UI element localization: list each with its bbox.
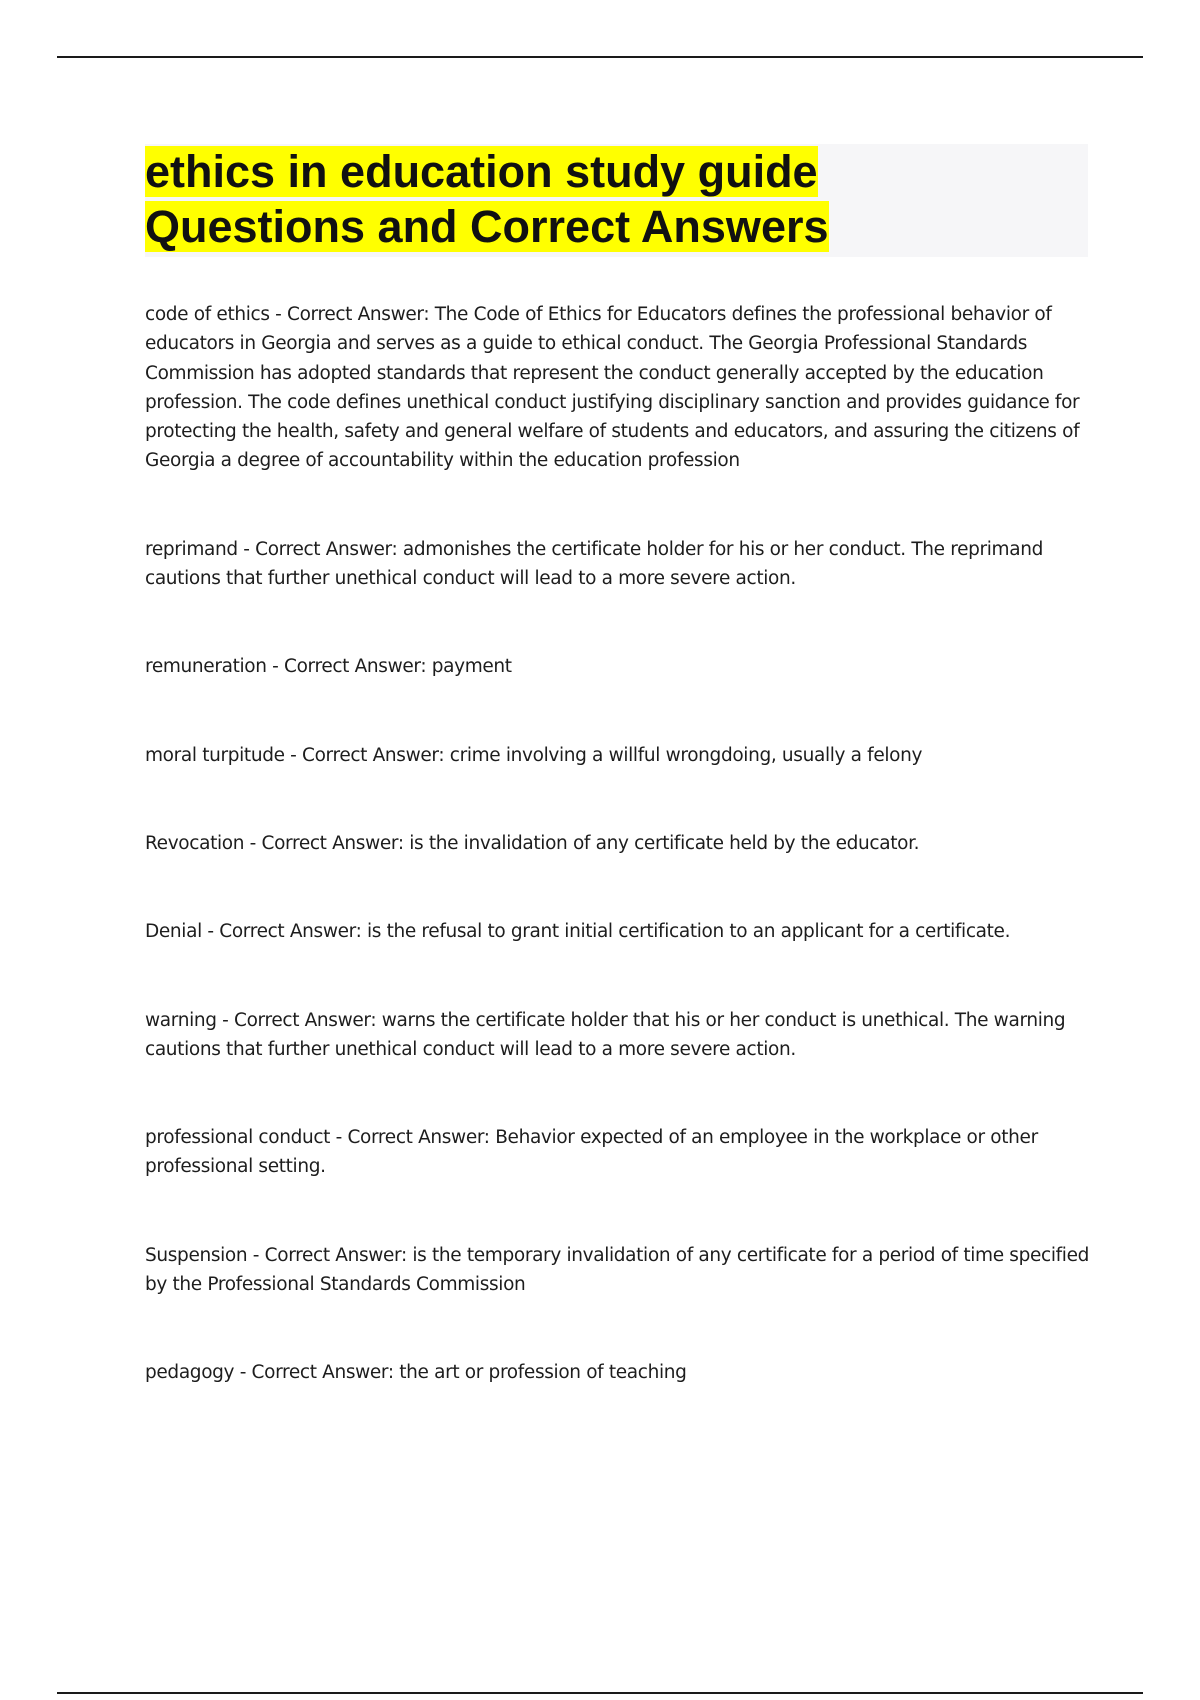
qa-item-denial: Denial - Correct Answer: is the refusal to grant initial certification to an applicant for a certificate. <box>145 921 1011 943</box>
document-title <box>145 144 1088 254</box>
qa-item-revocation: Revocation - Correct Answer: is the invalidation of any certificate held by the educator. <box>145 832 920 854</box>
title-line-1: ethics in education study guide <box>145 146 818 197</box>
qa-item-warning: warning - Correct Answer: warns the certificate holder that his or her conduct is unethical. The warning cautions that further unethical conduct will lead to a more severe action. <box>145 1009 1066 1060</box>
qa-item-remuneration: remuneration - Correct Answer: payment <box>145 656 512 678</box>
qa-item-reprimand: reprimand - Correct Answer: admonishes the certificate holder for his or her conduct. The reprimand cautions that further unethical conduct will lead to a more severe action. <box>145 538 1043 590</box>
page-top-rule <box>57 56 1143 58</box>
qa-item-suspension: Suspension - Correct Answer: is the temporary invalidation of any certificate for a period of time specified by the Professional Standards Commission <box>145 1244 1089 1296</box>
qa-item-code-of-ethics: code of ethics - Correct Answer: The Code of Ethics for Educators defines the professional behavior of educators in Georgia and serves as a guide to ethical conduct. The Georgia Professional Standards Commission has adopted standards that represent the conduct generally accepted by the education profession. The code defines unethical conduct justifying disciplinary sanction and provides guidance for protecting the health, safety and general welfare of students and educators, and assuring the citizens of Georgia a degree of accountability within the education profession <box>145 304 1080 472</box>
qa-list <box>145 300 1090 1447</box>
qa-item-moral-turpitude: moral turpitude - Correct Answer: crime involving a willful wrongdoing, usually a felony <box>145 744 923 766</box>
page-bottom-rule <box>57 1692 1143 1694</box>
title-block <box>145 144 1088 257</box>
title-line-2: Questions and Correct Answers <box>145 201 829 252</box>
qa-item-pedagogy: pedagogy - Correct Answer: the art or profession of teaching <box>145 1362 687 1384</box>
qa-item-professional-conduct: professional conduct - Correct Answer: Behavior expected of an employee in the workplace or other professional setting. <box>145 1127 1038 1178</box>
